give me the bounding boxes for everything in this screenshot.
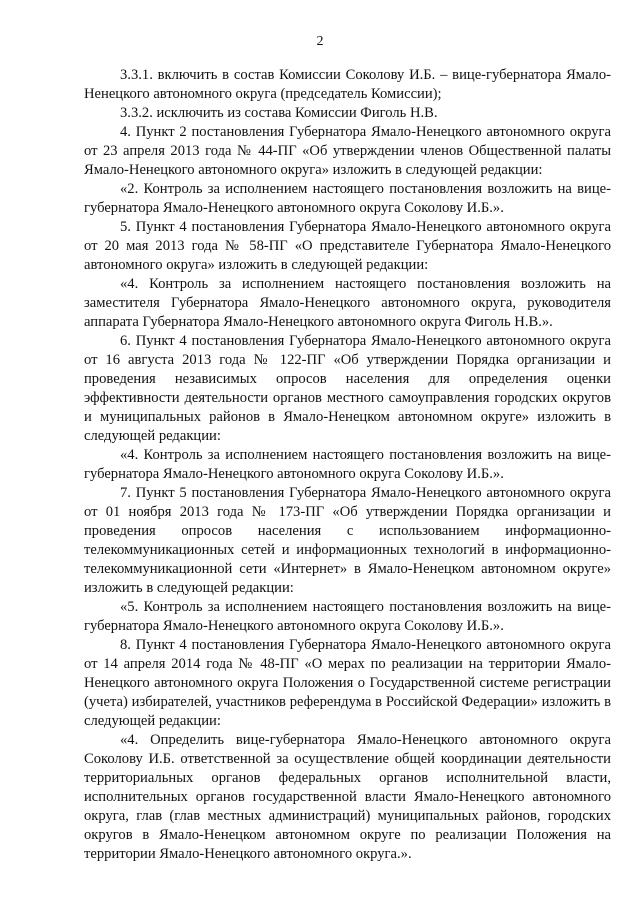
paragraph-6-quote: «4. Контроль за исполнением настоящего постановления возложить на вице-губернатора Ямало-Ненецкого автономного округа Соколову И.Б.». — [84, 447, 611, 482]
paragraph-6: 6. Пункт 4 постановления Губернатора Ямало-Ненецкого автономного округа от 16 августа 2013 года № 122-ПГ «Об утверждении Порядка организации и проведения независимых опросов населения для определения оценки эффективности деятельности органов местного самоуправления городских округов и муниципальных районов в Ямало-Ненецком автономном округе» изложить в следующей редакции: — [84, 333, 611, 444]
paragraph-7-quote: «5. Контроль за исполнением настоящего постановления возложить на вице-губернатора Ямало-Ненецкого автономного округа Соколову И.Б.». — [84, 599, 611, 634]
paragraph-3-3-2: 3.3.2. исключить из состава Комиссии Фиголь Н.В. — [120, 105, 438, 121]
paragraph-3-3-1: 3.3.1. включить в состав Комиссии Соколову И.Б. – вице-губернатора Ямало-Ненецкого автономного округа (председатель Комиссии); — [84, 67, 611, 102]
paragraph-5: 5. Пункт 4 постановления Губернатора Ямало-Ненецкого автономного округа от 20 мая 2013 года № 58-ПГ «О представителе Губернатора Ямало-Ненецкого автономного округа» изложить в следующей редакции: — [84, 219, 611, 273]
paragraph-4: 4. Пункт 2 постановления Губернатора Ямало-Ненецкого автономного округа от 23 апреля 2013 года № 44-ПГ «Об утверждении членов Общественной палаты Ямало-Ненецкого автономного округа» изложить в следующей редакции: — [84, 124, 611, 178]
document-body — [84, 66, 611, 864]
page-number: 2 — [316, 34, 324, 49]
paragraph-4-quote: «2. Контроль за исполнением настоящего постановления возложить на вице-губернатора Ямало-Ненецкого автономного округа Соколову И.Б.». — [84, 181, 611, 216]
paragraph-7: 7. Пункт 5 постановления Губернатора Ямало-Ненецкого автономного округа от 01 ноября 2013 года № 173-ПГ «Об утверждении Порядка организации и проведения опросов населения с использованием информационно-телекоммуникационных сетей и информационных технологий в информационно-телекоммуникационной сети «Интернет» в Ямало-Ненецком автономном округе» изложить в следующей редакции: — [84, 485, 611, 596]
paragraph-5-quote: «4. Контроль за исполнением настоящего постановления возложить на заместителя Губернатора Ямало-Ненецкого автономного округа, руководителя аппарата Губернатора Ямало-Ненецкого автономного округа Фиголь Н.В.». — [84, 276, 611, 330]
paragraph-8: 8. Пункт 4 постановления Губернатора Ямало-Ненецкого автономного округа от 14 апреля 2014 года № 48-ПГ «О мерах по реализации на территории Ямало-Ненецкого автономного округа Положения о Государственной системе регистрации (учета) избирателей, участников референдума в Российской Федерации» изложить в следующей редакции: — [84, 637, 611, 729]
paragraph-8-quote: «4. Определить вице-губернатора Ямало-Ненецкого автономного округа Соколову И.Б. ответственной за осуществление общей координации деятельности территориальных органов федеральных органов исполнительной власти, исполнительных органов государственной власти Ямало-Ненецкого автономного округа, глав (глав местных администраций) муниципальных районов, городских округов в Ямало-Ненецком автономном округе по реализации Положения на территории Ямало-Ненецкого автономного округа.». — [84, 732, 611, 862]
